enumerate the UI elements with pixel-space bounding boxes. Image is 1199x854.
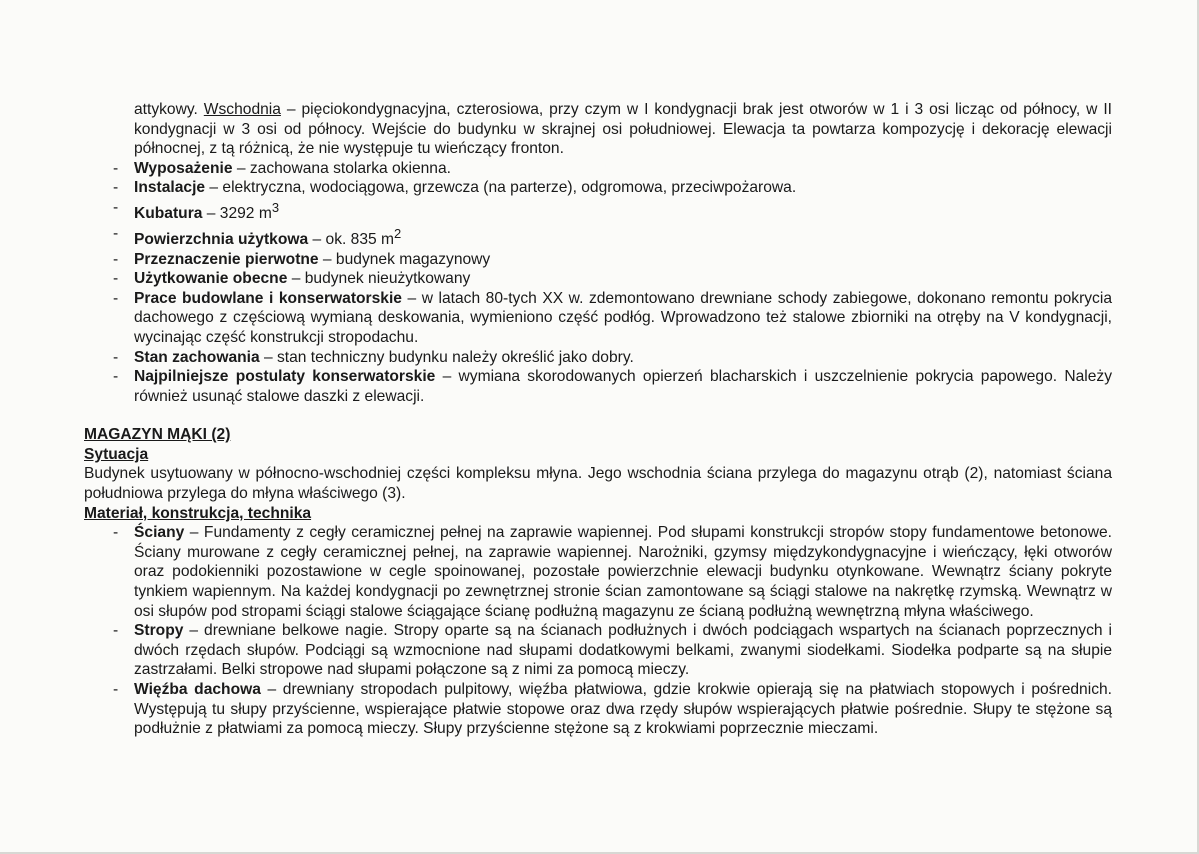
list-item <box>84 621 1112 680</box>
wschodnia-label: Wschodnia <box>203 101 281 118</box>
section-title: MAGAZYN MĄKI (2) <box>84 426 231 444</box>
document-body <box>84 100 1112 739</box>
item-text: – wymiana skorodowanych opierzeń blacharskich i uszczelnienie pokrycia papowego. Należy również usunąć stalowe daszki z elewacji. <box>134 368 1113 405</box>
intro-text: – pięciokondygnacyjna, czterosiowa, przy czym w I kondygnacji brak jest otworów w 1 i 3 osi licząc od północy, w II kondygnacji w 3 osi od północy. Wejście do budynku w skrajnej osi południowej. Elewacja ta powtarza kompozycję i dekorację elewacji północnej, z tą różnicą, że nie występuje tu wieńczący fronton. <box>134 101 1112 158</box>
item-superscript: 3 <box>271 199 280 215</box>
list-item <box>84 224 1112 250</box>
intro-paragraph <box>84 100 1112 159</box>
item-text: – zachowana stolarka okienna. <box>232 159 451 177</box>
item-label: Więźba dachowa <box>134 681 261 698</box>
list-item <box>84 367 1112 406</box>
intro-prefix: attykowy. <box>134 101 204 118</box>
item-text: – w latach 80-tych XX w. zdemontowano drewniane schody zabiegowe, dokonano remontu pokrycia dachowego z częściową wymianą deskowania, wymieniono część podłóg. Wprowadzono też stalowe zbiorniki na otręby na V kondygnacji, wycinając część konstrukcji stropodachu. <box>134 289 1112 346</box>
list-item <box>84 178 1112 198</box>
list-item <box>84 269 1112 289</box>
item-text: – ok. 835 m <box>308 230 394 248</box>
sytuacja-title: Sytuacja <box>84 445 149 463</box>
item-text: – drewniany stropodach pulpitowy, więźba płatwiowa, gdzie krokwie opierają się na płatwiach stopowych i pośrednich. Występują tu słupy przyścienne, wspierające płatwie stopowe oraz dwa rzędy słupów wspierających płatwie pośrednie. Słupy te stężone są podłużnie z płatwiami za pomocą mieczy. Słupy przyścienne stężone są z krokwiami poprzecznie mieczami. <box>134 681 1112 738</box>
sytuacja-paragraph: Budynek usytuowany w północno-wschodniej części kompleksu młyna. Jego wschodnia ściana przylega do magazynu otrąb (2), natomiast ściana południowa przylega do młyna właściwego (3). <box>84 465 1112 503</box>
building-details-list <box>84 159 1112 407</box>
item-text: – 3292 m <box>202 205 272 223</box>
list-item <box>84 523 1112 621</box>
item-label: Najpilniejsze postulaty konserwatorskie <box>134 368 436 386</box>
item-label: Stan zachowania <box>134 348 260 366</box>
item-text: – Fundamenty z cegły ceramicznej pełnej na zaprawie wapiennej. Pod słupami konstrukcji stropów stopy fundamentowe betonowe. Ściany murowane z cegły ceramicznej pełnej, na zaprawie wapiennej. Narożniki, gzymsy międzykondygnacyjne i wieńczący, łęki otworów oraz podokienniki pozostawione w cegle spoinowanej, pozostałe powierzchnie elewacji budynku otynkowane. Wewnątrz ściany pokryte tynkiem wapiennym. Na każdej kondygnacji po zewnętrznej stronie ścian zamontowane są ściągi stalowe na nakrętkę rzymską. Wewnątrz w osi słupów pod stropami ściągi stalowe ściągające ścianę podłużną magazynu ze ścianą podłużną wewnętrzną młyna właściwego. <box>134 524 1112 620</box>
item-text: – drewniane belkowe nagie. Stropy oparte są na ścianach podłużnych i dwóch podciągach wspartych na ścianach poprzecznych i dwóch rzędach słupów. Podciągi są wzmocnione nad słupami dodatkowymi belkami, zwanymi siodełkami. Siodełka podparte są na słupie zastrzałami. Belki stropowe nad słupami połączone są z nimi za pomocą mieczy. <box>134 622 1112 679</box>
item-label: Powierzchnia użytkowa <box>134 230 309 248</box>
item-label: Stropy <box>134 622 184 640</box>
item-label: Przeznaczenie pierwotne <box>134 250 319 268</box>
item-text: – budynek nieużytkowany <box>287 270 471 288</box>
construction-list <box>84 523 1112 739</box>
item-text: – elektryczna, wodociągowa, grzewcza (na parterze), odgromowa, przeciwpożarowa. <box>205 179 797 197</box>
item-label: Kubatura <box>134 205 203 223</box>
list-item <box>84 159 1112 179</box>
item-label: Ściany <box>134 524 185 542</box>
list-item <box>84 289 1112 348</box>
item-superscript: 2 <box>394 225 402 241</box>
item-text: – budynek magazynowy <box>318 250 491 268</box>
item-text: – stan techniczny budynku należy określić jako dobry. <box>259 348 634 366</box>
list-item <box>84 680 1112 739</box>
list-item <box>84 250 1112 270</box>
list-item <box>84 198 1112 224</box>
item-label: Instalacje <box>134 179 206 197</box>
list-item <box>84 348 1112 368</box>
material-title: Materiał, konstrukcja, technika <box>84 504 312 522</box>
item-label: Prace budowlane i konserwatorskie <box>134 289 402 307</box>
item-label: Wyposażenie <box>134 159 233 177</box>
item-label: Użytkowanie obecne <box>134 270 288 288</box>
